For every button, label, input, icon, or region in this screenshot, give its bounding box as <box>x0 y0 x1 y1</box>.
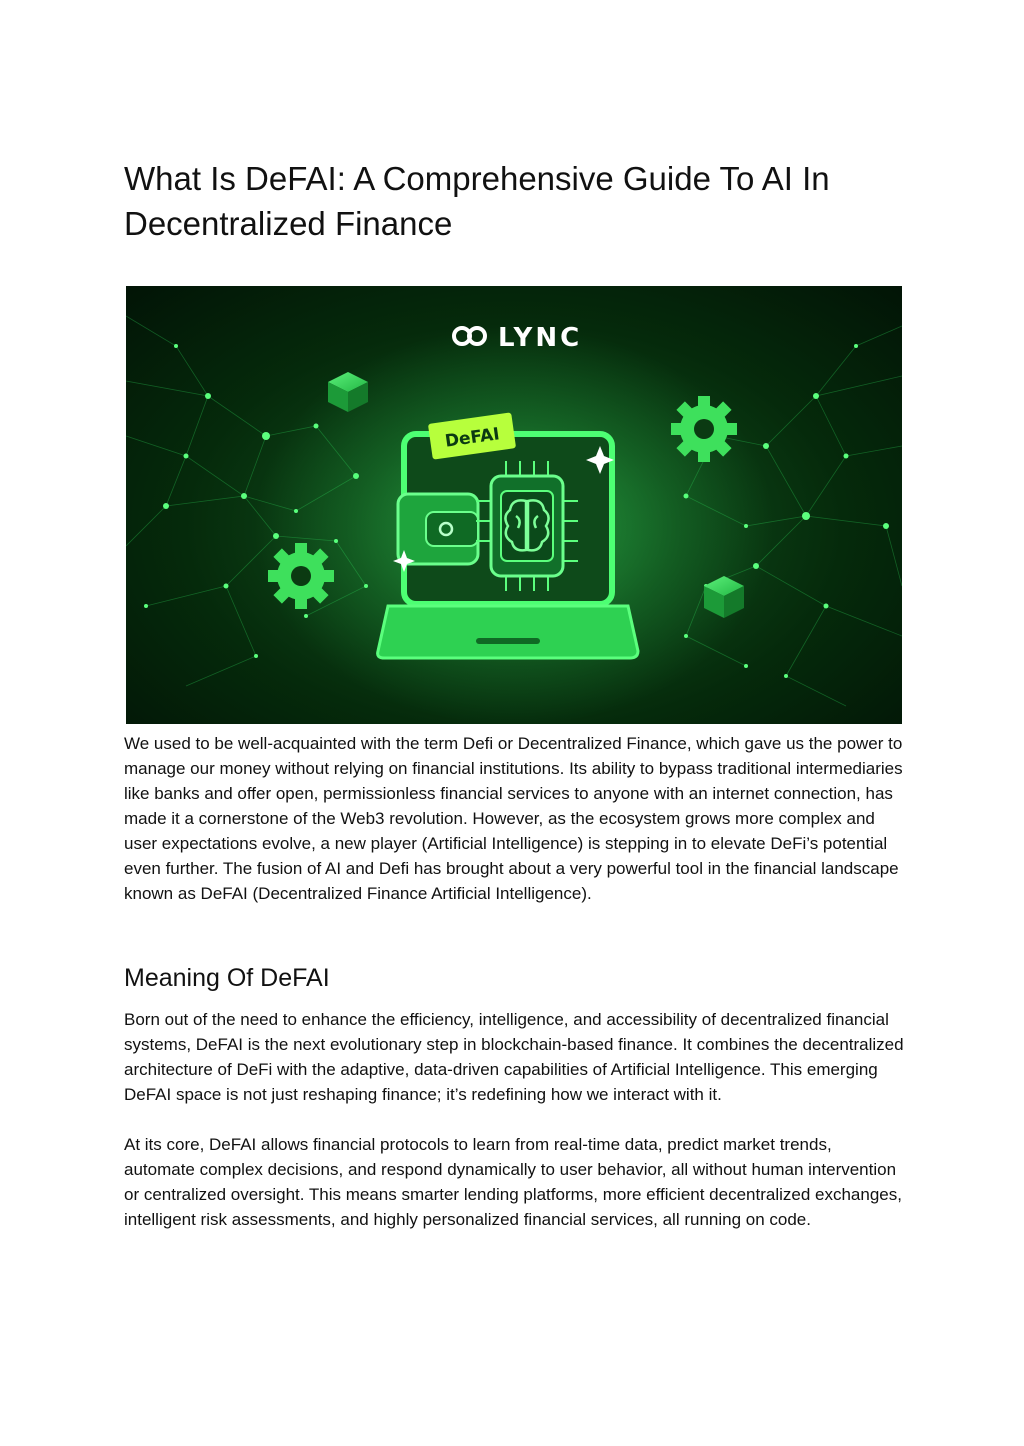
hero-image <box>126 286 902 724</box>
meaning-paragraph-1: Born out of the need to enhance the efficiency, intelligence, and accessibility of decentralized financial systems, DeFAI is the next evolutionary step in blockchain-based finance. It combines the decentralized architecture of DeFi with the adaptive, data-driven capabilities of Artificial Intelligence. This emerging DeFAI space is not just reshaping finance; it’s redefining how we interact with it. <box>124 1010 904 1104</box>
defai-tag-label: DeFAI <box>443 424 501 452</box>
gear-icon-right <box>671 396 737 462</box>
gear-icon-left <box>268 543 334 609</box>
page-title: What Is DeFAI: A Comprehensive Guide To AI In Decentralized Finance <box>124 160 830 242</box>
intro-paragraph: We used to be well-acquainted with the term Defi or Decentralized Finance, which gave us the power to manage our money without relying on financial institutions. Its ability to bypass traditional intermediaries like banks and offer open, permissionless financial services to anyone with an internet connection, has made it a cornerstone of the Web3 revolution. However, as the ecosystem grows more complex and user expectations evolve, a new player (Artificial Intelligence) is stepping in to elevate DeFi’s potential even further. The fusion of AI and Defi has brought about a very powerful tool in the financial landscape known as DeFAI (Decentralized Finance Artificial Intelligence). <box>124 734 903 903</box>
meaning-paragraph-2: At its core, DeFAI allows financial protocols to learn from real-time data, predict market trends, automate complex decisions, and respond dynamically to user behavior, all without human intervention or centralized oversight. This means smarter lending platforms, more efficient decentralized exchanges, intelligent risk assessments, and highly personalized financial services, all running on code. <box>124 1135 902 1229</box>
brand-name: LYNC <box>498 323 583 353</box>
section-heading: Meaning Of DeFAI <box>124 964 330 992</box>
wallet-icon <box>398 494 478 564</box>
